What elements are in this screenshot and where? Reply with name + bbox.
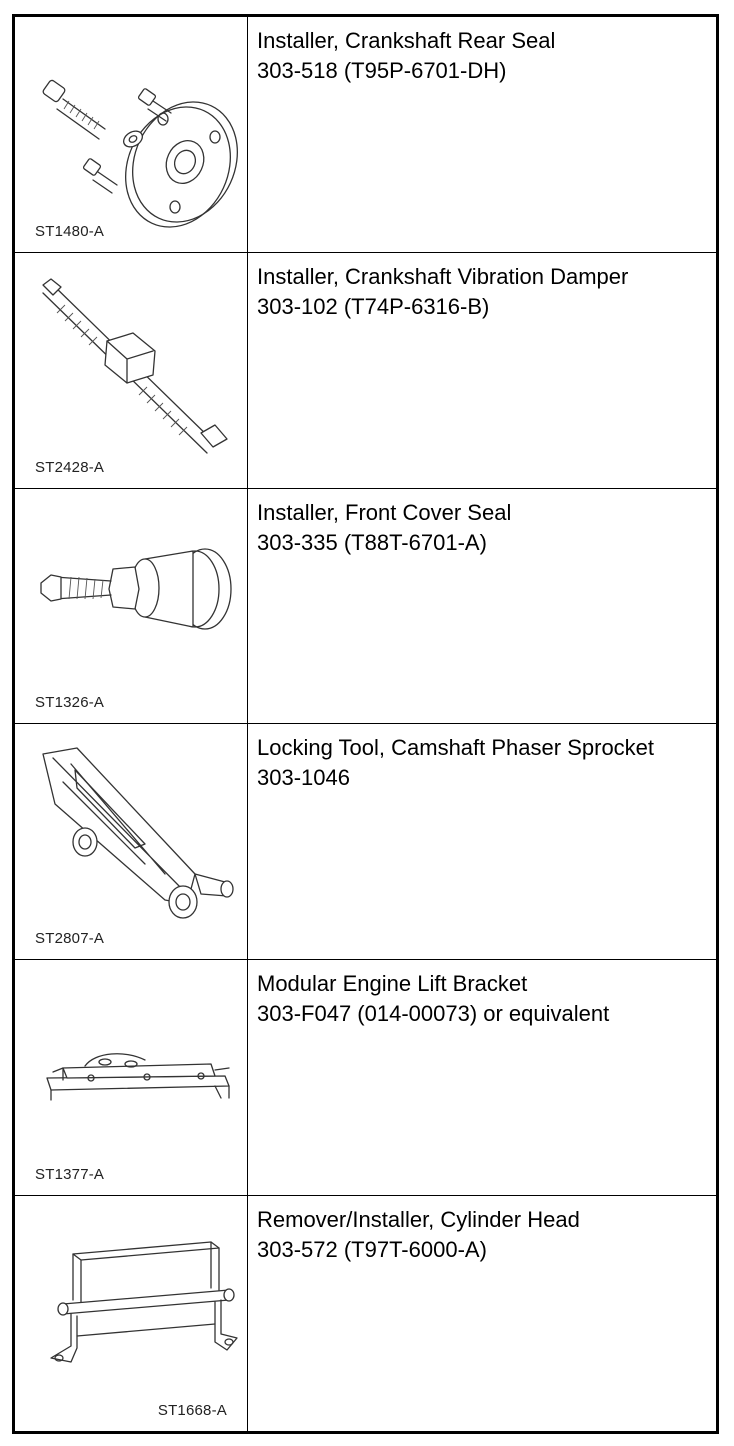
tool-name: Installer, Crankshaft Vibration Damper <box>257 263 629 289</box>
tool-number: 303-102 (T74P-6316-B) <box>257 293 490 319</box>
tool-name: Remover/Installer, Cylinder Head <box>257 1207 580 1233</box>
tool-row <box>15 1196 716 1431</box>
crankshaft-rear-seal-installer-icon <box>15 17 248 237</box>
tool-illustration-cell <box>15 253 248 488</box>
tool-name: Installer, Front Cover Seal <box>257 499 512 525</box>
camshaft-phaser-locking-tool-icon <box>15 724 248 944</box>
tool-number: 303-572 (T97T-6000-A) <box>257 1237 487 1263</box>
tool-illustration-cell <box>15 1196 248 1431</box>
tool-drawing-code: ST1480-A <box>35 222 105 240</box>
tool-number: 303-518 (T95P-6701-DH) <box>257 58 507 83</box>
tool-description-cell <box>248 489 716 724</box>
tool-drawing-code: ST2807-A <box>35 930 105 948</box>
tool-row <box>15 960 716 1196</box>
tool-illustration-cell <box>15 17 248 252</box>
tool-name: Locking Tool, Camshaft Phaser Sprocket <box>257 735 655 761</box>
tool-number: 303-1046 <box>257 765 350 791</box>
tool-name: Modular Engine Lift Bracket <box>257 971 528 997</box>
tool-row <box>15 724 716 960</box>
tool-illustration-cell <box>15 489 248 724</box>
tool-drawing-code: ST2428-A <box>35 458 105 476</box>
vibration-damper-installer-icon <box>15 253 248 473</box>
tool-description-cell <box>248 17 716 252</box>
tool-row <box>15 253 716 489</box>
tool-drawing-code: ST1377-A <box>35 1166 105 1184</box>
tool-drawing-code: ST1326-A <box>35 694 105 712</box>
tool-number: 303-F047 (014-00073) or equivalent <box>257 1001 610 1027</box>
tool-drawing-code: ST1668-A <box>157 1401 227 1419</box>
tool-description-cell <box>248 1196 716 1431</box>
tool-row <box>15 17 716 253</box>
special-tools-table <box>12 14 719 1434</box>
engine-lift-bracket-icon <box>15 960 248 1180</box>
tool-description-cell <box>248 724 716 959</box>
front-cover-seal-installer-icon <box>15 489 248 712</box>
tool-illustration-cell <box>15 960 248 1195</box>
tool-row <box>15 489 716 725</box>
cylinder-head-remover-installer-icon <box>15 1196 248 1416</box>
tool-illustration-cell <box>15 724 248 959</box>
tool-name: Installer, Crankshaft Rear Seal <box>257 28 556 53</box>
tool-number: 303-335 (T88T-6701-A) <box>257 529 487 555</box>
tool-description-cell <box>248 960 716 1195</box>
tool-description-cell <box>248 253 716 488</box>
